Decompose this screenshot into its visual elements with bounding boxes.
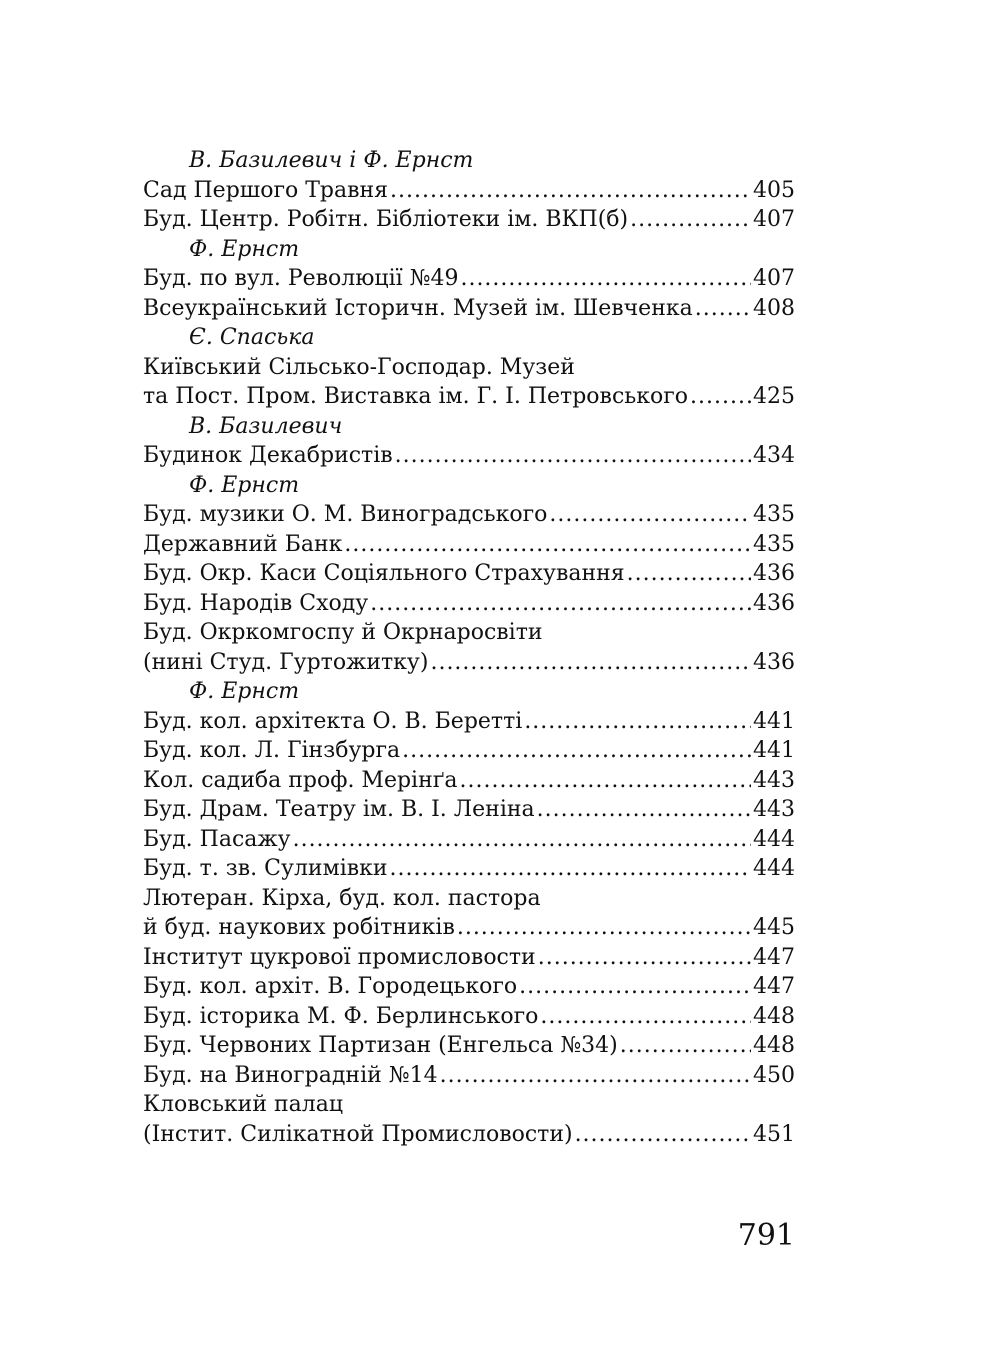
toc-entry [143,176,795,206]
entry-page-number: 444 [753,856,795,881]
entry-title: Буд. Центр. Робітн. Бібліотеки ім. ВКП(б) [143,207,629,232]
entry-title: Буд. Драм. Театру ім. В. І. Леніна [143,797,535,822]
toc-entry [143,205,795,235]
toc-entry [143,441,795,471]
dot-leader [460,264,751,294]
entry-page-number: 425 [753,384,795,409]
dot-leader [402,736,751,766]
toc-entry [143,648,795,678]
dot-leader [695,294,751,324]
section-author: Ф. Ернст [189,472,300,498]
toc-entry [143,382,795,412]
dot-leader [620,1031,751,1061]
dot-leader [630,205,751,235]
entry-title: Буд. кол. архітекта О. В. Беретті [143,708,523,734]
toc-entry [143,1031,795,1061]
entry-title: Буд. Народів Сходу [143,590,369,616]
entry-title: Буд. кол. архіт. В. Городецького [143,974,518,999]
toc-entry-continued: Лютеран. Кірха, буд. кол. пастора [143,885,541,911]
entry-page-number: 445 [753,915,795,940]
entry-title: (Інстит. Силікатной Промисловости) [143,1121,573,1147]
page-number: 791 [737,1218,795,1253]
toc-entry [143,795,795,825]
entry-page-number: 408 [753,295,795,321]
dot-leader [524,707,751,737]
entry-title: Буд. Червоних Партизан (Енгельса №34) [143,1033,618,1058]
section-author: Ф. Ернст [189,679,300,704]
entry-page-number: 443 [753,767,795,793]
entry-page-number: 434 [753,443,795,468]
entry-title: Буд. на Виноградній №14 [143,1062,438,1088]
dot-leader [627,559,751,589]
entry-title: Буд. по вул. Революції №49 [143,266,459,291]
toc-entry [143,589,795,619]
entry-page-number: 407 [753,266,795,291]
entry-page-number: 405 [753,177,795,203]
toc-entry [143,854,795,884]
toc-entry [143,530,795,560]
section-author: Є. Спаська [189,325,315,350]
toc-entry [143,913,795,943]
toc-entry-continued: Київський Сільсько-Господар. Музей [143,354,575,380]
entry-page-number: 443 [753,797,795,822]
toc-entry [143,707,795,737]
toc-entry [143,825,795,855]
entry-title: Буд. Пасажу [143,826,291,852]
toc-entry-continued: Буд. Окркомгоспу й Окрнаросвіти [143,620,543,645]
entry-page-number: 448 [753,1033,795,1058]
section-author: В. Базилевич і Ф. Ернст [189,148,474,173]
toc-entry [143,1061,795,1091]
entry-title: Будинок Декабристів [143,443,393,468]
entry-page-number: 435 [753,531,795,557]
entry-title: й буд. наукових робітників [143,915,455,940]
entry-title: Державний Банк [143,531,343,557]
entry-title: Всеукраїнський Історичн. Музей ім. Шевченка [143,295,693,321]
entry-title: Кол. садиба проф. Мерінґа [143,767,458,793]
entry-title: Буд. музики О. М. Виноградського [143,502,548,527]
entry-title: Буд. Окр. Каси Соціяльного Страхування [143,561,625,586]
entry-page-number: 444 [753,826,795,852]
dot-leader [519,972,751,1002]
dot-leader [370,589,751,619]
dot-leader [575,1120,751,1150]
dot-leader [538,943,751,973]
entry-title: та Пост. Пром. Виставка ім. Г. І. Петровського [143,384,689,409]
entry-title: (нині Студ. Гуртожитку) [143,649,429,675]
entry-page-number: 441 [753,708,795,734]
toc-entry [143,943,795,973]
dot-leader [440,1061,751,1091]
entry-page-number: 436 [753,561,795,586]
entry-page-number: 447 [753,944,795,970]
toc-entry [143,972,795,1002]
entry-title: Інститут цукрової промисловости [143,944,536,970]
dot-leader [390,854,751,884]
toc-entry [143,559,795,589]
entry-page-number: 436 [753,649,795,675]
entry-title: Буд. т. зв. Сулимівки [143,856,388,881]
dot-leader [293,825,751,855]
dot-leader [537,795,751,825]
toc-entry [143,1120,795,1150]
toc-entry [143,264,795,294]
dot-leader [549,500,751,530]
entry-title: Буд. кол. Л. Гінзбурга [143,738,401,763]
entry-title: Сад Першого Травня [143,177,389,203]
entry-page-number: 451 [753,1121,795,1147]
dot-leader [390,176,751,206]
dot-leader [430,648,751,678]
table-of-contents [143,146,795,1149]
entry-page-number: 407 [753,207,795,232]
dot-leader [460,766,751,796]
dot-leader [395,441,751,471]
toc-entry [143,1002,795,1032]
toc-entry [143,294,795,324]
entry-page-number: 436 [753,590,795,616]
section-author: Ф. Ернст [189,236,300,262]
entry-title: Буд. історика М. Ф. Берлинського [143,1003,539,1029]
toc-entry [143,500,795,530]
entry-page-number: 441 [753,738,795,763]
dot-leader [457,913,751,943]
dot-leader [690,382,751,412]
dot-leader [344,530,751,560]
toc-entry [143,766,795,796]
entry-page-number: 447 [753,974,795,999]
entry-page-number: 435 [753,502,795,527]
dot-leader [540,1002,751,1032]
toc-entry [143,736,795,766]
entry-page-number: 448 [753,1003,795,1029]
section-author: В. Базилевич [189,413,343,439]
entry-page-number: 450 [753,1062,795,1088]
toc-entry-continued: Кловський палац [143,1092,344,1117]
